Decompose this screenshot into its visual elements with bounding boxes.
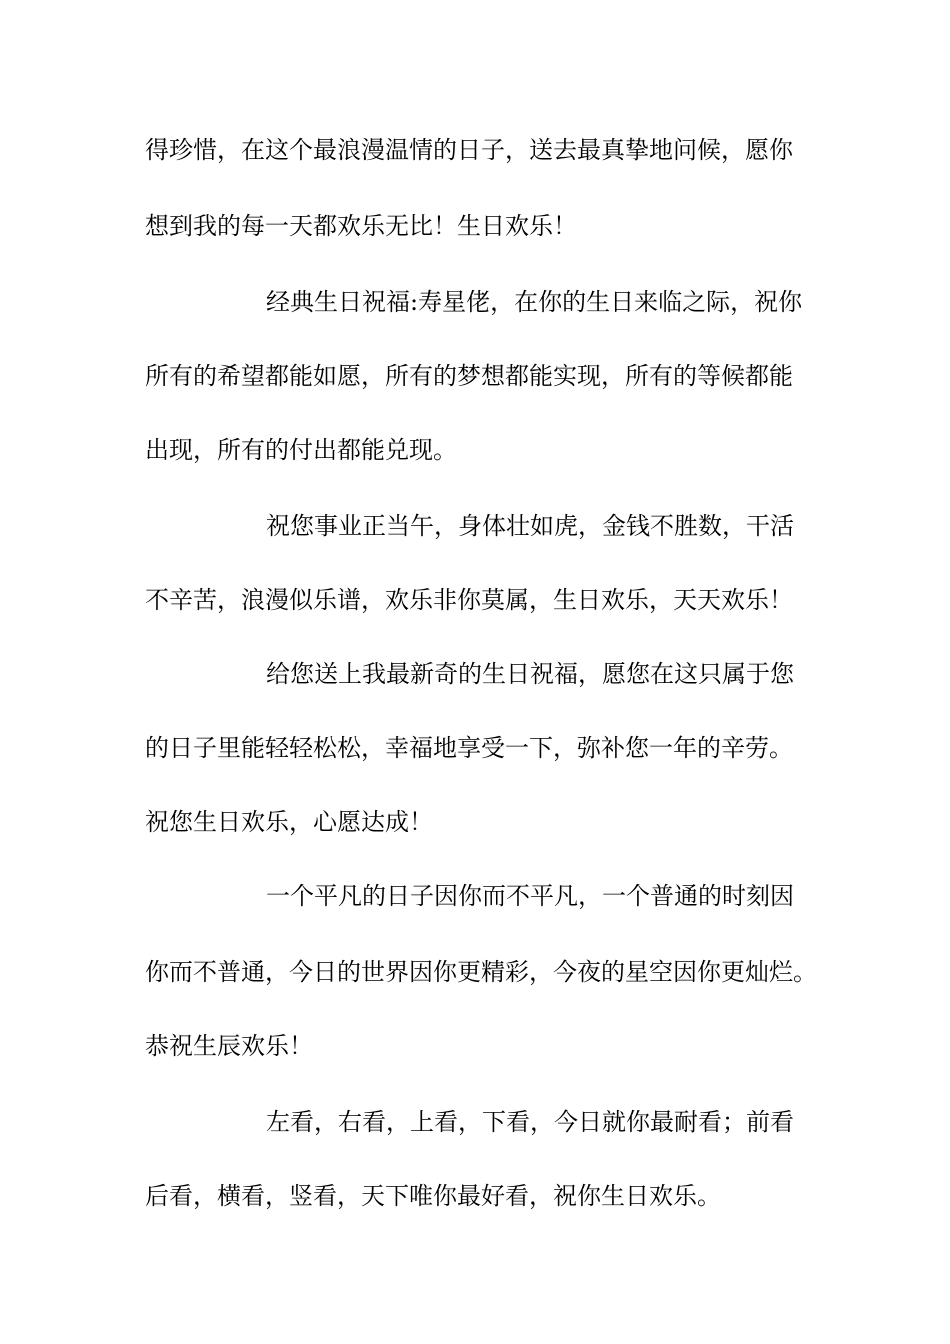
text-line: 的日子里能轻轻松松，幸福地享受一下，弥补您一年的辛劳。	[145, 734, 793, 762]
text-line: 得珍惜，在这个最浪漫温情的日子，送去最真挚地问候，愿你	[145, 136, 793, 164]
text-line: 经典生日祝福:寿星佬，在你的生日来临之际，祝你	[266, 288, 803, 316]
text-line: 祝您生日欢乐，心愿达成！	[145, 808, 433, 836]
text-line: 后看，横看，竖看，天下唯你最好看，祝你生日欢乐。	[145, 1182, 721, 1210]
text-line: 祝您事业正当午，身体壮如虎，金钱不胜数，干活	[266, 512, 794, 540]
text-line: 一个平凡的日子因你而不平凡，一个普通的时刻因	[266, 882, 794, 910]
text-line: 不辛苦，浪漫似乐谱，欢乐非你莫属，生日欢乐，天天欢乐！	[145, 586, 793, 614]
text-line: 所有的希望都能如愿，所有的梦想都能实现，所有的等候都能	[145, 362, 793, 390]
text-line: 左看，右看，上看，下看，今日就你最耐看；前看	[266, 1108, 794, 1136]
text-line: 想到我的每一天都欢乐无比！生日欢乐！	[145, 212, 577, 240]
text-line: 给您送上我最新奇的生日祝福，愿您在这只属于您	[266, 660, 794, 688]
text-line: 你而不普通，今日的世界因你更精彩，今夜的星空因你更灿烂。	[145, 958, 817, 986]
text-line: 出现，所有的付出都能兑现。	[145, 436, 457, 464]
text-line: 恭祝生辰欢乐！	[145, 1032, 313, 1060]
